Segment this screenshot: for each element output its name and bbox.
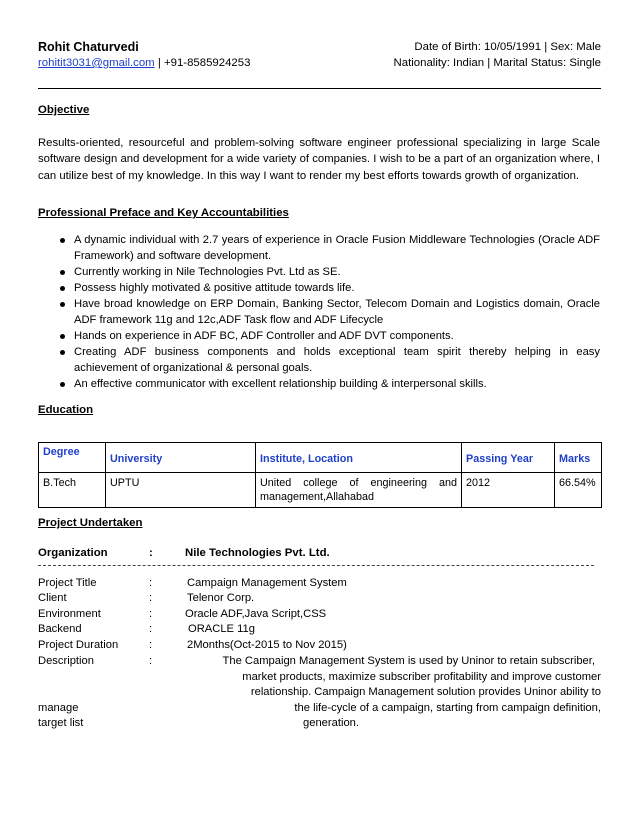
- detail-row: Environment : Oracle ADF,Java Script,CSS: [38, 607, 327, 620]
- nationality-line: Nationality: Indian | Marital Status: Single: [393, 57, 601, 69]
- bullet-icon: [60, 382, 65, 387]
- contact-line: [38, 57, 250, 69]
- header-university: University: [106, 443, 256, 473]
- phone-number: | +91-8585924253: [154, 57, 251, 69]
- colon: :: [149, 547, 153, 559]
- education-heading: Education: [38, 404, 94, 416]
- list-item: An effective communicator with excellent relationship building & interpersonal skills.: [38, 376, 600, 392]
- email-link[interactable]: rohitit3031@gmail.com: [38, 57, 155, 69]
- cell-degree: B.Tech: [39, 473, 106, 508]
- project-details: [38, 577, 601, 654]
- cell-university: UPTU: [106, 473, 256, 508]
- project-heading: Project Undertaken: [38, 517, 143, 529]
- preface-heading: Professional Preface and Key Accountabilities: [38, 207, 289, 219]
- list-item: A dynamic individual with 2.7 years of experience in Oracle Fusion Middleware Technologies (Oracle ADF Framework) and software development.: [38, 232, 600, 264]
- organization-value: Nile Technologies Pvt. Ltd.: [185, 547, 330, 559]
- bullet-icon: [60, 270, 65, 275]
- header-divider: [38, 88, 601, 89]
- preface-list: [38, 232, 600, 392]
- header-degree: Degree: [39, 443, 106, 473]
- header-institute: Institute, Location: [256, 443, 462, 473]
- bullet-icon: [60, 350, 65, 355]
- list-item: Creating ADF business components and holds exceptional team spirit thereby helping in easy achievement of organizational & personal goals.: [38, 344, 600, 376]
- detail-row: Project Title : Campaign Management System: [38, 577, 347, 589]
- objective-heading: Objective: [38, 104, 90, 116]
- detail-row: Backend : ORACLE 11g: [38, 623, 255, 636]
- cell-passing-year: 2012: [462, 473, 555, 508]
- table-header-row: [39, 443, 602, 473]
- description-line: market products, maximize subscriber profitability and improve customer: [242, 670, 601, 683]
- bullet-icon: [60, 286, 65, 291]
- dob-sex-line: Date of Birth: 10/05/1991 | Sex: Male: [414, 41, 601, 53]
- project-description: [38, 654, 601, 732]
- cell-institute: United college of engineering and management,Allahabad: [256, 473, 462, 508]
- table-row: [39, 473, 602, 508]
- bullet-icon: [60, 302, 65, 307]
- objective-text: Results-oriented, resourceful and problem-solving software engineer professional specializing in large Scale software design and development for a wide variety of companies. I wish to be a part of an organization where, I can utilize best of my knowledge. In this way I want to render my best efforts towards growth of organization.: [38, 137, 600, 182]
- description-line: target list generation.: [38, 717, 359, 730]
- description-line: Description : The Campaign Management System is used by Uninor to retain subscriber,: [38, 655, 595, 667]
- bullet-icon: [60, 334, 65, 339]
- list-item: Possess highly motivated & positive attitude towards life.: [38, 280, 600, 296]
- list-item: Have broad knowledge on ERP Domain, Banking Sector, Telecom Domain and Logistics domain, Oracle ADF framework 11g and 12c,ADF Task flow and ADF Lifecycle: [38, 296, 600, 328]
- detail-row: Client : Telenor Corp.: [38, 592, 255, 605]
- header-marks: Marks: [555, 443, 602, 473]
- description-line: relationship. Campaign Management solution provides Uninor ability to: [250, 686, 601, 699]
- education-table: [38, 442, 602, 508]
- cell-marks: 66.54%: [555, 473, 602, 508]
- list-item: Currently working in Nile Technologies Pvt. Ltd as SE.: [38, 264, 600, 280]
- header-passing-year: Passing Year: [462, 443, 555, 473]
- detail-row: Project Duration : 2Months(Oct-2015 to Nov 2015): [38, 638, 347, 651]
- organization-label: Organization: [38, 547, 108, 559]
- bullet-icon: [60, 238, 65, 243]
- candidate-name: Rohit Chaturvedi: [38, 40, 139, 54]
- dashed-divider: [38, 565, 594, 566]
- list-item: Hands on experience in ADF BC, ADF Controller and ADF DVT components.: [38, 328, 600, 344]
- description-line: manage the life-cycle of a campaign, starting from campaign definition,: [38, 701, 601, 714]
